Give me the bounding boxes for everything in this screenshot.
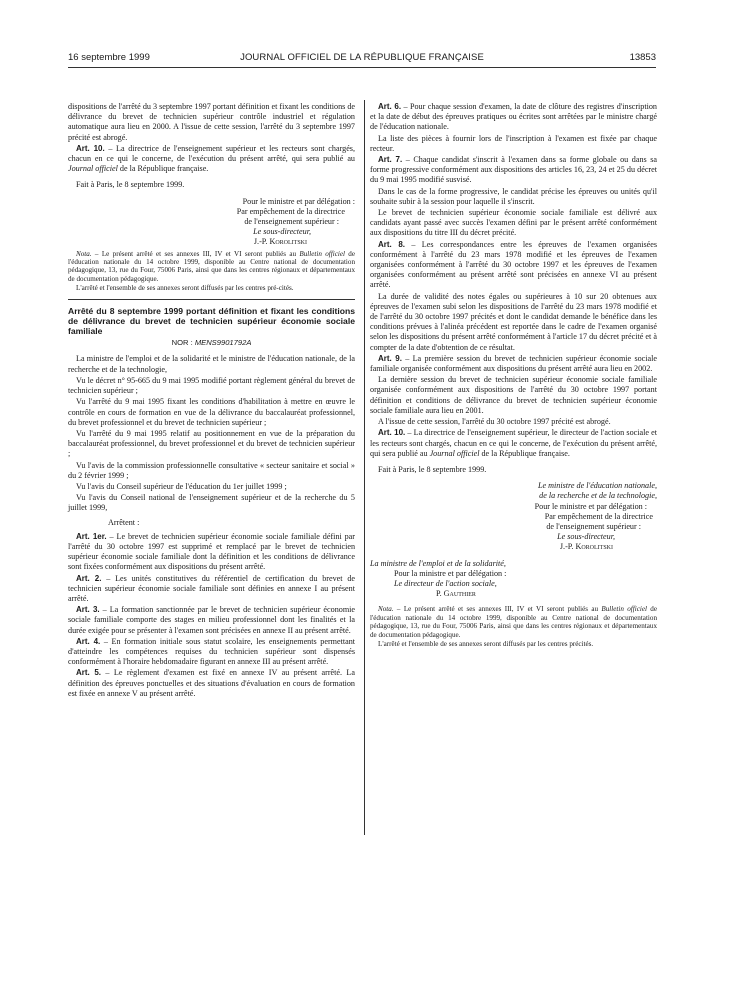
article-10: Art. 10. – La directrice de l'enseignement supérieur et les recteurs sont chargés, chacun en ce qui le concerne, de l'exécution du présent arrêté, qui sera publié au Journal officiel de la République française. bbox=[68, 143, 356, 174]
paragraph: La durée de validité des notes égales ou supérieures à 10 sur 20 obtenues aux épreuves de l'examen subi selon les dispositions de l'arrêté du 23 mars 1978 modifié et de l'arrêté du 30 octobre 1997 précités et dont le candidat demande le bénéfice dans les conditions prévues à l'alinéa précédent est reportée dans le cadre de l'examen organisé selon les dispositions du présent arrêté conformément à l'article 17 du décret précité et à compter de la date d'obtention de ce résultat. bbox=[370, 291, 657, 352]
paragraph: La dernière session du brevet de technicien supérieur économie sociale familiale organisée conformément aux dispositions de l'arrêté du 30 octobre 1997 portant définition et conditions de délivrance du brevet de technicien supérieur économie sociale familiale aura lieu en 2001. bbox=[370, 375, 657, 415]
article-7: Art. 7. – Chaque candidat s'inscrit à l'examen dans sa forme globale ou dans sa forme progressive conformément aux dispositions des articles 16, 23, 24 et 25 du décret du 9 mai 1995 modifié susvisé. bbox=[370, 155, 657, 185]
paragraph: dispositions de l'arrêté du 3 septembre 1997 portant définition et fixant les conditions de délivrance du brevet de technicien supérieur contrôle industriel et régulation automatique aura lieu en 2000. A l'issue de cette session, l'arrêté du 3 septembre 1997 précité est abrogé. bbox=[68, 102, 355, 142]
paragraph: Le brevet de technicien supérieur économie sociale familiale est délivré aux candidats ayant passé avec succès l'examen défini par le présent arrêté conformément aux dispositions du titre III du décret précité. bbox=[370, 208, 657, 238]
arretent: Arrêtent : bbox=[108, 517, 140, 527]
place-date: Fait à Paris, le 8 septembre 1999. bbox=[76, 180, 185, 190]
article-5: Art. 5. – Le règlement d'examen est fixé en annexe IV au présent arrêté. La définition des épreuves ponctuelles et des situations d'évaluation en cours de formation est fixée en annexe V au présent arrêté. bbox=[68, 668, 355, 698]
visa: Vu l'avis de la commission professionnelle consultative « secteur sanitaire et social » du 2 février 1999 ; bbox=[68, 460, 355, 480]
signature-block-emploi: La ministre de l'emploi et de la solidarité, Pour la ministre et par délégation : Le directeur de l'action sociale, P. Gauthier bbox=[370, 558, 507, 599]
header-journal-title: JOURNAL OFFICIEL DE LA RÉPUBLIQUE FRANÇAISE bbox=[240, 52, 484, 63]
paragraph: La liste des pièces à fournir lors de l'inscription à l'examen est fixée par chaque recteur. bbox=[370, 133, 657, 153]
header-rule bbox=[68, 67, 656, 68]
nota: Nota. – Le présent arrêté et ses annexes III, IV et VI seront publiés au Bulletin officiel de l'éducation nationale du 14 octobre 1999, disponible au Centre national de documentation pédagogique, 13, rue du Four, 75006 Paris, ainsi que dans les centres régionaux et départementaux de documentation pédagogique. bbox=[370, 605, 657, 639]
article-8: Art. 8. – Les correspondances entre les épreuves de l'examen organisées conformément à l'arrêté du 23 mars 1978 modifié et les épreuves de l'examen organisées conformément à l'arrêté du 30 octobre 1997 et les épreuves de l'examen organisées conformément au présent arrêté sont précisées en annexe VI au présent arrêté. bbox=[370, 239, 658, 290]
header-date: 16 septembre 1999 bbox=[68, 52, 150, 63]
visa: Vu le décret n° 95-665 du 9 mai 1995 modifié portant règlement général du brevet de technicien supérieur ; bbox=[68, 375, 355, 396]
paragraph: Dans le cas de la forme progressive, le candidat précise les épreuves ou unités qu'il souhaite subir à la session pour laquelle il s'inscrit. bbox=[370, 186, 657, 206]
visa: Vu l'arrêté du 9 mai 1995 fixant les conditions d'habilitation à mettre en œuvre le contrôle en cours de formation en vue de la délivrance du baccalauréat professionnel, du brevet professionnel et du brevet de technicien supérieur ; bbox=[68, 397, 355, 427]
place-date: Fait à Paris, le 8 septembre 1999. bbox=[378, 464, 487, 474]
column-divider bbox=[364, 100, 365, 835]
article-1: Art. 1er. – Le brevet de technicien supérieur économie sociale familiale défini par l'arrêté du 30 octobre 1997 est supprimé et remplacé par le brevet de technicien supérieur économie sociale familiale dont la définition et les conditions de délivrance sont fixées conformément aux dispositions du présent arrêté. bbox=[68, 531, 355, 572]
page-header bbox=[68, 52, 656, 66]
article-3: Art. 3. – La formation sanctionnée par le brevet de technicien supérieur économie sociale familiale comporte des stages en milieu professionnel dont les finalités et la durée exigée pour se présenter à l'examen sont précisées en annexe II au présent arrêté. bbox=[68, 605, 355, 635]
right-column bbox=[370, 102, 657, 649]
signature-block: Pour le ministre et par délégation : Par empêchement de la directrice de l'enseignement supérieur : Le sous-directeur, J.-P. Korolitski bbox=[236, 196, 355, 247]
article-9: Art. 9. – La première session du brevet de technicien supérieur économie sociale familiale organisée conformément aux dispositions du présent arrêté aura lieu en 2002. bbox=[370, 353, 658, 374]
article-4: Art. 4. – En formation initiale sous statut scolaire, les enseignements permettant d'atteindre les compétences requises du technicien supérieur sont dispensés conformément à l'horaire hebdomadaire figurant en annexe III au présent arrêté. bbox=[68, 636, 356, 667]
article-6: Art. 6. – Pour chaque session d'examen, la date de clôture des registres d'inscription et la date de début des épreuves pratiques ou écrites sont arrêtées par le ministre chargé de l'éducation nationale. bbox=[370, 102, 657, 132]
visa: Vu l'avis du Conseil supérieur de l'éducation du 1er juillet 1999 ; bbox=[76, 481, 287, 491]
nota-diffusion: L'arrêté et l'ensemble de ses annexes seront diffusés par les centres précités. bbox=[378, 639, 594, 648]
left-column bbox=[68, 102, 355, 700]
article-10: Art. 10. – La directrice de l'enseignement supérieur, le directeur de l'action sociale et les recteurs sont chargés, chacun en ce qui le concerne, de l'exécution du présent arrêté, qui sera publié au Journal officiel de la République française. bbox=[370, 428, 657, 458]
nota-diffusion: L'arrêté et l'ensemble de ses annexes seront diffusés par les centres pré-cités. bbox=[76, 284, 294, 293]
visa: Vu l'avis du Conseil national de l'enseignement supérieur et de la recherche du 5 juillet 1999, bbox=[68, 493, 355, 513]
visa: La ministre de l'emploi et de la solidarité et le ministre de l'éducation nationale, de la recherche et de la technologie, bbox=[68, 354, 355, 374]
header-page-number: 13853 bbox=[629, 52, 656, 63]
signature-block-education: Le ministre de l'éducation nationale, de la recherche et de la technologie, Pour le ministre et par délégation : Par empêchement de la directrice de l'enseignement supérieur : Le sous-directeur, J.-P. Korolitski bbox=[534, 481, 657, 552]
visa: Vu l'arrêté du 9 mai 1995 relatif au positionnement en vue de la préparation du baccalauréat professionnel, du brevet professionnel et du brevet de technicien supérieur ; bbox=[68, 428, 355, 459]
nota: Nota. – Le présent arrêté et ses annexes III, IV et VI seront publiés au Bulletin officiel de l'éducation nationale du 14 octobre 1999, disponible au Centre national de documentation pédagogique, 13, rue du Four, 75006 Paris, ainsi que dans les centres régionaux et départementaux de documentation pédagogique. bbox=[68, 249, 355, 283]
section-separator bbox=[68, 299, 355, 300]
arrete-title: Arrêté du 8 septembre 1999 portant définition et fixant les conditions de délivrance du brevet de technicien supérieur économie sociale familiale bbox=[68, 305, 355, 337]
paragraph: A l'issue de cette session, l'arrêté du 30 octobre 1997 précité est abrogé. bbox=[378, 417, 611, 427]
article-2: Art. 2. – Les unités constitutives du référentiel de certification du brevet de technicien supérieur économie sociale familiale sont définies en annexe I au présent arrêté. bbox=[68, 573, 355, 603]
nor-reference: NOR : MENS9901792A bbox=[171, 338, 252, 348]
